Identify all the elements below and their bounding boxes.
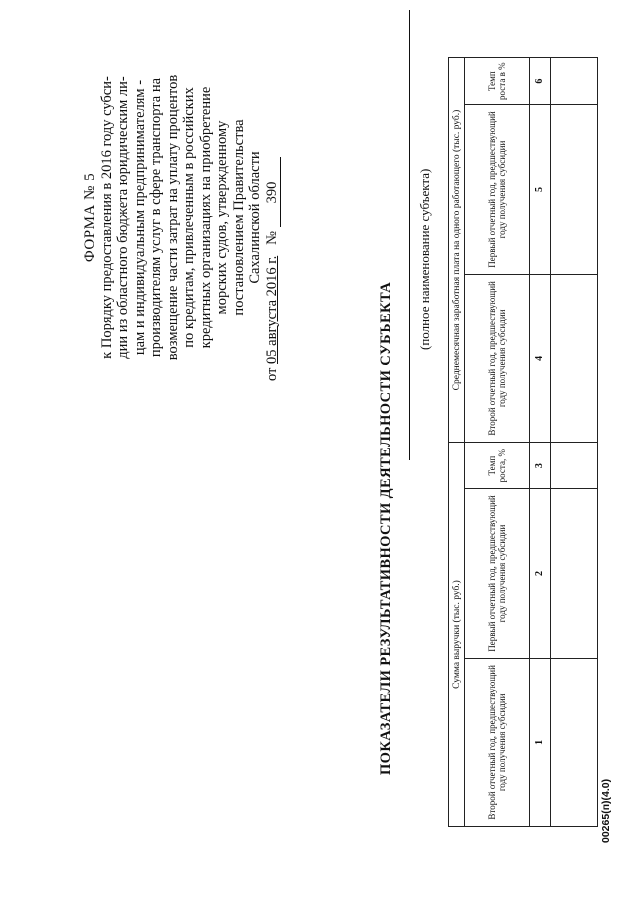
- column-number: 2: [530, 489, 551, 658]
- value-cell: [551, 658, 598, 826]
- value-cell: [551, 105, 598, 274]
- column-header: Первый отчетный год, предшествующий году получения субсидии: [465, 105, 530, 274]
- table-group-row: [449, 58, 465, 827]
- header-line: по кредитам, привлеченным в российских: [181, 87, 197, 348]
- header-line: кредитных организациях на приобретение: [197, 86, 214, 349]
- value-cell: [551, 443, 598, 489]
- column-header: Темп роста, %: [465, 443, 530, 489]
- decree-date: 05 августа 2016 г.: [263, 255, 280, 364]
- header-line: к Порядку предоставления в 2016 году субси-: [98, 76, 115, 359]
- column-header: Темп роста в %: [465, 58, 530, 105]
- salary-group-header: Среднемесячная заработная плата на одного работающего (тыс. руб.): [449, 58, 465, 443]
- revenue-group-header: Сумма выручки (тыс. руб.): [449, 443, 465, 827]
- decree-date-line: [264, 50, 282, 385]
- number-sign: №: [263, 231, 280, 245]
- page-title: ПОКАЗАТЕЛИ РЕЗУЛЬТАТИВНОСТИ ДЕЯТЕЛЬНОСТИ СУБЪЕКТА: [378, 281, 394, 775]
- form-header: [82, 50, 281, 385]
- value-cell: [551, 274, 598, 442]
- form-number-title: ФОРМА № 5: [82, 172, 98, 263]
- decree-number: 390: [264, 157, 282, 227]
- header-line: постановлением Правительства: [230, 119, 247, 316]
- value-cell: [551, 489, 598, 658]
- subject-name-caption: (полное наименование субъекта): [417, 168, 432, 350]
- header-line: дии из областного бюджета юридическим ли-: [115, 76, 131, 359]
- column-header: Второй отчетный год, предшествующий году получения субсидии: [465, 658, 530, 826]
- table-header-row: [465, 58, 530, 827]
- date-prefix: от: [263, 367, 280, 381]
- header-line: Сахалинской области: [247, 151, 263, 284]
- column-header: Первый отчетный год, предшествующий году получения субсидии: [465, 489, 530, 658]
- header-line: возмещение части затрат на уплату процентов: [164, 74, 181, 361]
- column-number: 5: [530, 105, 551, 274]
- header-line: производителям услуг в сфере транспорта на: [148, 77, 164, 358]
- header-line: морских судов, утвержденному: [214, 120, 230, 315]
- column-number: 3: [530, 443, 551, 489]
- column-header: Второй отчетный год, предшествующий году получения субсидии: [465, 274, 530, 442]
- table-row: [551, 58, 598, 827]
- column-number-row: [530, 58, 551, 827]
- subject-name-line: [409, 10, 410, 460]
- indicators-table: [448, 57, 598, 827]
- form-code: 00265(п)(4.0): [600, 778, 612, 843]
- column-number: 6: [530, 58, 551, 105]
- column-number: 4: [530, 274, 551, 442]
- value-cell: [551, 58, 598, 105]
- column-number: 1: [530, 658, 551, 826]
- header-line: цам и индивидуальным предпринимателям -: [131, 79, 148, 356]
